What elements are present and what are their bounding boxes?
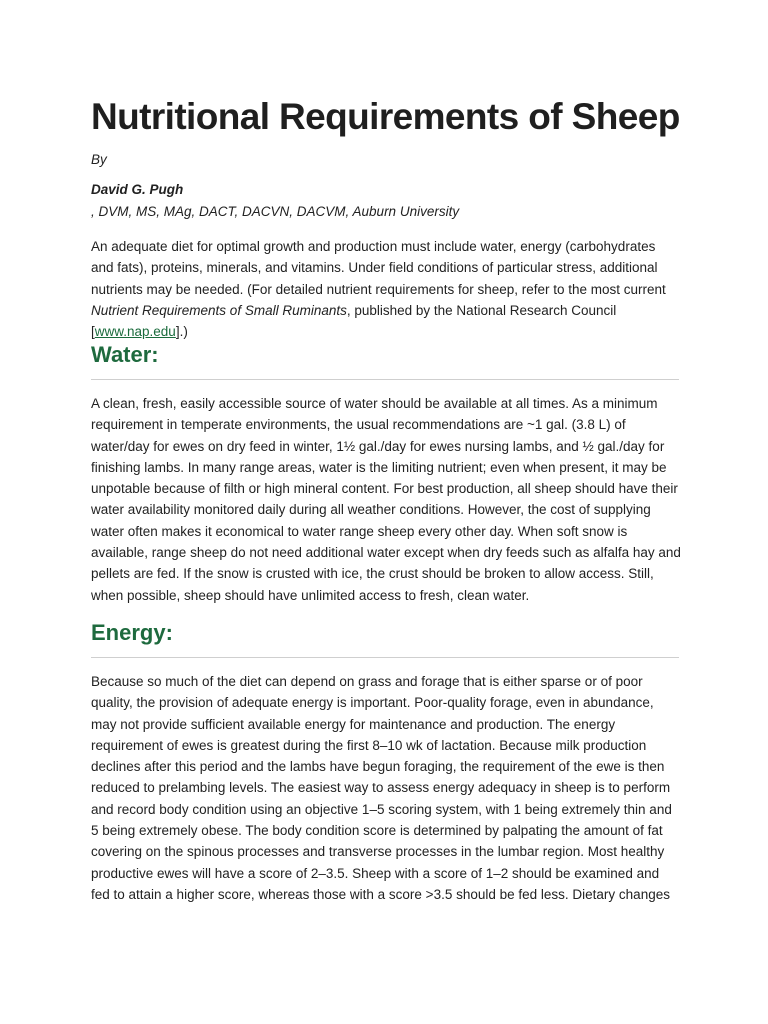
section-divider <box>91 657 679 658</box>
intro-text-continued: , published by the National Research Council [ <box>91 302 617 340</box>
publication-title: Nutrient Requirements of Small Ruminants <box>91 302 347 318</box>
byline-label: By <box>91 152 107 167</box>
water-paragraph: A clean, fresh, easily accessible source of water should be available at all times. As a minimum requirement in temperate environments, the usual recommendations are ~1 gal. (3.8 L) of water/day for ewes on dry feed in winter, 1½ gal./day for ewes nursing lambs, and ½ gal./day for finishing lambs. In many range areas, water is the limiting nutrient; even when present, it may be unpotable because of filth or high mineral content. For best production, all sheep should have their water availability monitored daily during all weather conditions. However, the cost of supplying water often makes it economical to water range sheep every other day. When soft snow is available, range sheep do not need additional water except when dry feeds such as alfalfa hay and pellets are fed. If the snow is crusted with ice, the crust should be broken to allow access. Still, when possible, sheep should have unlimited access to fresh, clean water. <box>91 396 681 603</box>
page-title: Nutritional Requirements of Sheep <box>91 96 680 137</box>
author-name: David G. Pugh <box>91 182 184 197</box>
section-heading-energy: Energy: <box>91 620 173 645</box>
intro-text: An adequate diet for optimal growth and production must include water, energy (carbohydrates and fats), proteins, minerals, and vitamins. Under field conditions of particular stress, additional nutrients may be needed. (For detailed nutrient requirements for sheep, refer to the most current <box>91 239 666 297</box>
section-divider <box>91 379 679 380</box>
author-credentials: , DVM, MS, MAg, DACT, DACVN, DACVM, Auburn University <box>91 204 460 219</box>
nap-link[interactable]: www.nap.edu <box>94 324 176 340</box>
intro-paragraph <box>91 236 681 342</box>
section-heading-water: Water: <box>91 342 159 367</box>
energy-paragraph: Because so much of the diet can depend on grass and forage that is either sparse or of poor quality, the provision of adequate energy is important. Poor-quality forage, even in abundance, may not provide sufficient available energy for maintenance and production. The energy requirement of ewes is greatest during the first 8–10 wk of lactation. Because milk production declines after this period and the lambs have begun foraging, the requirement of the ewe is then reduced to prelambing levels. The easiest way to assess energy adequacy in sheep is to perform and record body condition using an objective 1–5 scoring system, with 1 being extremely thin and 5 being extremely obese. The body condition score is determined by palpating the amount of fat covering on the spinous processes and transverse processes in the lumbar region. Most healthy productive ewes will have a score of 2–3.5. Sheep with a score of 1–2 should be examined and fed to attain a higher score, whereas those with a score >3.5 should be fed less. Dietary changes <box>91 674 672 902</box>
intro-text-end: ].) <box>175 324 188 340</box>
